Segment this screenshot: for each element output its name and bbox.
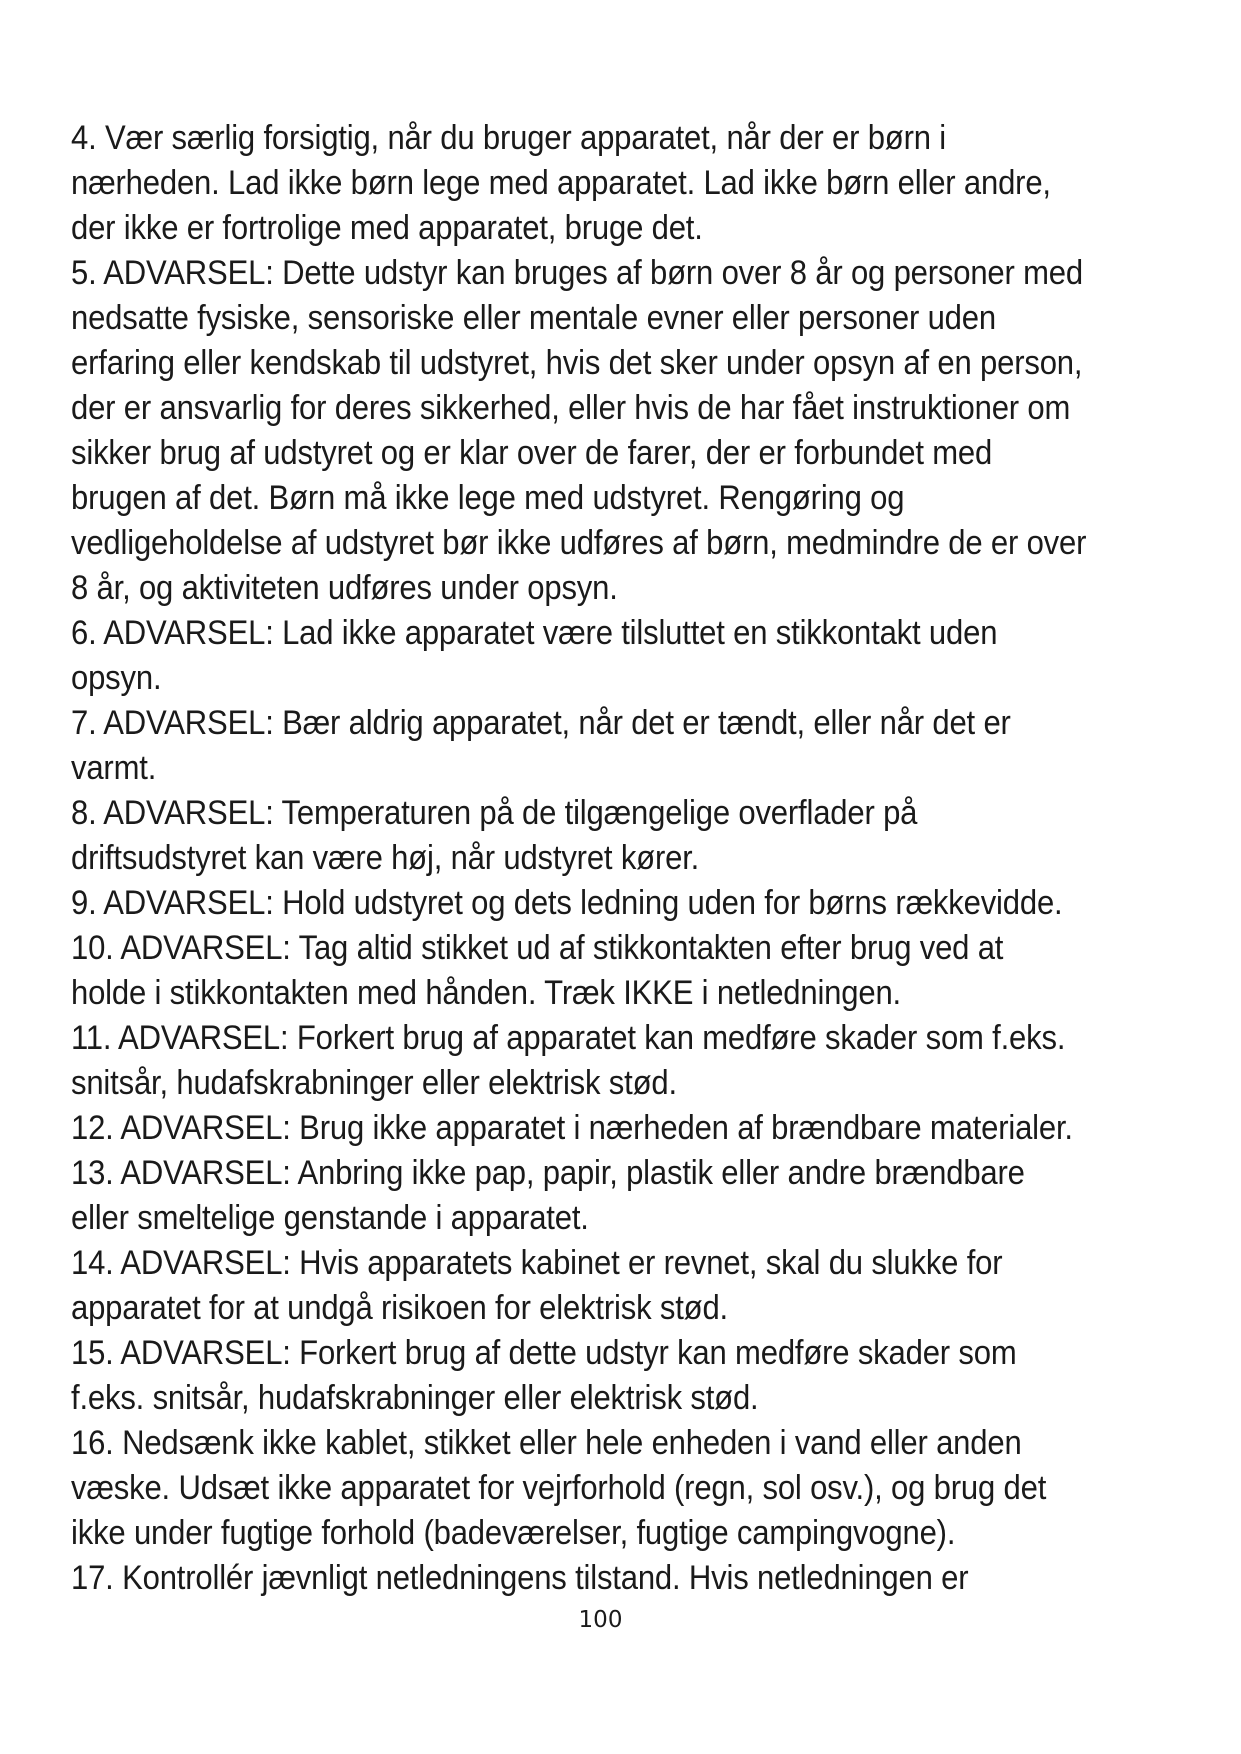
text-line: apparatet for at undgå risikoen for elektrisk stød.: [71, 1289, 729, 1327]
page-number: 100: [578, 1607, 623, 1633]
text-line: opsyn.: [71, 659, 162, 697]
text-line: brugen af det. Børn må ikke lege med udstyret. Rengøring og: [71, 479, 905, 517]
text-line: snitsår, hudafskrabninger eller elektrisk stød.: [71, 1064, 677, 1102]
text-line: der ikke er fortrolige med apparatet, bruge det.: [71, 209, 703, 247]
text-line: ikke under fugtige forhold (badeværelser, fugtige campingvogne).: [71, 1514, 956, 1552]
text-line: 5. ADVARSEL: Dette udstyr kan bruges af børn over 8 år og personer med: [71, 254, 1083, 292]
text-line: 17. Kontrollér jævnligt netledningens tilstand. Hvis netledningen er: [71, 1559, 969, 1597]
body-text: [71, 116, 1087, 1601]
text-line: 8. ADVARSEL: Temperaturen på de tilgængelige overflader på: [71, 794, 918, 832]
text-line: 14. ADVARSEL: Hvis apparatets kabinet er revnet, skal du slukke for: [71, 1244, 1003, 1282]
text-line: 7. ADVARSEL: Bær aldrig apparatet, når det er tændt, eller når det er: [71, 704, 1011, 742]
text-line: 6. ADVARSEL: Lad ikke apparatet være tilsluttet en stikkontakt uden: [71, 614, 998, 652]
text-line: varmt.: [71, 749, 157, 787]
text-line: 13. ADVARSEL: Anbring ikke pap, papir, plastik eller andre brændbare: [71, 1154, 1025, 1192]
text-line: 12. ADVARSEL: Brug ikke apparatet i nærheden af brændbare materialer.: [71, 1109, 1073, 1147]
text-line: holde i stikkontakten med hånden. Træk IKKE i netledningen.: [71, 974, 901, 1012]
text-line: 10. ADVARSEL: Tag altid stikket ud af stikkontakten efter brug ved at: [71, 929, 1004, 967]
text-line: sikker brug af udstyret og er klar over de farer, der er forbundet med: [71, 434, 993, 472]
text-line: vedligeholdelse af udstyret bør ikke udføres af børn, medmindre de er over: [71, 524, 1087, 562]
text-line: 4. Vær særlig forsigtig, når du bruger apparatet, når der er børn i: [71, 119, 947, 157]
text-line: nedsatte fysiske, sensoriske eller mentale evner eller personer uden: [71, 299, 996, 337]
text-line: 16. Nedsænk ikke kablet, stikket eller hele enheden i vand eller anden: [71, 1424, 1022, 1462]
text-line: driftsudstyret kan være høj, når udstyret kører.: [71, 839, 700, 877]
text-line: f.eks. snitsår, hudafskrabninger eller elektrisk stød.: [71, 1379, 759, 1417]
text-line: der er ansvarlig for deres sikkerhed, eller hvis de har fået instruktioner om: [71, 389, 1071, 427]
text-line: erfaring eller kendskab til udstyret, hvis det sker under opsyn af en person,: [71, 344, 1083, 382]
text-line: 9. ADVARSEL: Hold udstyret og dets ledning uden for børns rækkevidde.: [71, 884, 1063, 922]
text-line: 11. ADVARSEL: Forkert brug af apparatet kan medføre skader som f.eks.: [71, 1019, 1066, 1057]
text-line: nærheden. Lad ikke børn lege med apparatet. Lad ikke børn eller andre,: [71, 164, 1051, 202]
text-line: 15. ADVARSEL: Forkert brug af dette udstyr kan medføre skader som: [71, 1334, 1017, 1372]
text-line: 8 år, og aktiviteten udføres under opsyn.: [71, 569, 618, 607]
text-line: eller smeltelige genstande i apparatet.: [71, 1199, 589, 1237]
text-line: væske. Udsæt ikke apparatet for vejrforhold (regn, sol osv.), og brug det: [71, 1469, 1047, 1507]
